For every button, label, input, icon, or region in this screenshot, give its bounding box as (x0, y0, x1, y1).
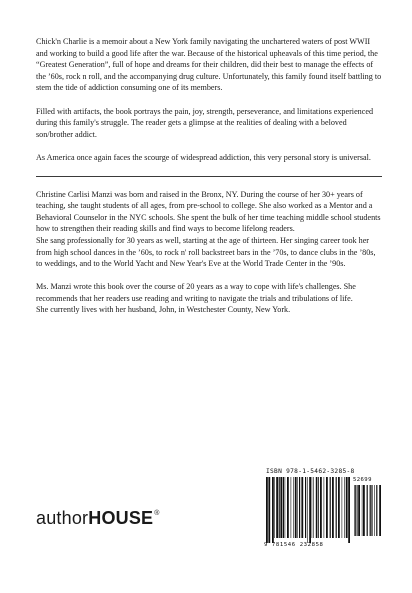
barcode-bar (370, 485, 371, 536)
barcode-bar (348, 477, 350, 543)
barcode-bar (299, 477, 300, 538)
barcode-bar (376, 485, 377, 536)
addon-digits: 52699 (353, 477, 372, 483)
barcode-bar (342, 477, 343, 538)
barcode-bar (320, 477, 322, 538)
barcode-bar (279, 477, 280, 538)
barcode-bar (326, 477, 328, 538)
barcode-bar (266, 477, 268, 543)
barcode-bar (268, 477, 270, 543)
barcode-bar (283, 477, 284, 538)
barcode-bar (276, 477, 278, 538)
barcode-bar (371, 485, 372, 536)
barcode-bar (358, 485, 360, 536)
bio-paragraph-3: Ms. Manzi wrote this book over the course of 20 years as a way to cope with life's challenges. She recommends that her readers use reading and writing to navigate the trials and tribulations of life. (36, 282, 356, 303)
barcode-bar (363, 485, 365, 536)
barcode-bar (354, 485, 355, 536)
publisher-logo-author: author (36, 508, 89, 528)
synopsis-paragraph-1: Chick'n Charlie is a memoir about a New York family navigating the unchartered waters of post WWII and working to build a good life after the war. Because of the historical upheavals of this time period, the “Greatest Generation”, full of hope and dreams for their children, did their best to manage the effects of the ’60s, rock n roll, and the accompanying drug culture. Unfortunately, this family found itself battling to stem the tide of addiction consuming one of its members. (36, 37, 382, 93)
cover-text (36, 36, 382, 316)
barcode-bar (355, 485, 356, 536)
addon-barcode-bars (354, 485, 382, 541)
registered-mark: ® (154, 510, 160, 517)
bio-paragraph-1: Christine Carlisi Manzi was born and raised in the Bronx, NY. During the course of her 30+ years of teaching, she taught students of all ages, from pre-school to college. She also worked as a Mentor and a Behavioral Counselor in the NYC schools. She spent the bulk of her time teaching middle school students how to strengthen their reading skills and find ways to become lifelong readers. (36, 189, 381, 234)
barcode-bar (312, 477, 313, 538)
barcode-bar (305, 477, 306, 538)
barcode-bar (336, 477, 337, 538)
barcode-bar (280, 477, 282, 538)
publisher-logo (36, 508, 160, 529)
barcode-bar (338, 477, 340, 538)
barcode-bar (332, 477, 334, 538)
bio-paragraph-4: She currently lives with her husband, John, in Westchester County, New York. (36, 305, 291, 315)
barcode-bar (272, 477, 274, 543)
barcode-bar (346, 477, 348, 538)
barcode-bar (367, 485, 368, 536)
barcode-bar (307, 477, 308, 543)
barcode-bar (297, 477, 298, 538)
barcode-bar (287, 477, 289, 538)
barcode-bar (295, 477, 297, 538)
barcode-bar (291, 477, 292, 538)
publisher-logo-house: HOUSE (88, 508, 154, 528)
section-divider (36, 176, 382, 177)
barcode-bar (324, 477, 325, 538)
synopsis-paragraph-2: Filled with artifacts, the book portrays the pain, joy, strength, perseverance, and limitations experienced during this family's struggle. The reader gets a glimpse at the realities of dealing with a beloved son/brother addict. (36, 106, 374, 139)
bio-paragraph-2: She sang professionally for 30 years as well, starting at the age of thirteen. Her singing career took her from high school dances in the ’60s, to rock n' roll backstreet bars in the ’70s, to dance clubs in the ’80s, to weddings, and to the World Yacht and New Year's Eve at the World Trade Center in the ’90s. (36, 235, 376, 269)
barcode-bar (274, 477, 275, 538)
barcode-bar (379, 485, 381, 536)
barcode-bar (309, 477, 311, 543)
barcode-bar (285, 477, 286, 538)
ean-digits: 9 781546 232858 (264, 542, 324, 548)
barcode-bar (316, 477, 317, 538)
barcode-bar (318, 477, 319, 538)
ean-barcode-bars (266, 477, 350, 543)
isbn-label: ISBN 978-1-5462-3285-8 (266, 468, 355, 475)
barcode-bar (313, 477, 314, 538)
barcode-bar (301, 477, 303, 538)
barcode-bar (293, 477, 294, 538)
barcode-bar (344, 477, 345, 538)
barcode-bar (362, 485, 363, 536)
barcode-bar (330, 477, 331, 538)
barcode-bar (357, 485, 358, 536)
synopsis-paragraph-3: As America once again faces the scourge of widespread addiction, this very personal story is universal. (36, 152, 371, 162)
barcode-bar (374, 485, 375, 536)
isbn-barcode (262, 468, 385, 550)
